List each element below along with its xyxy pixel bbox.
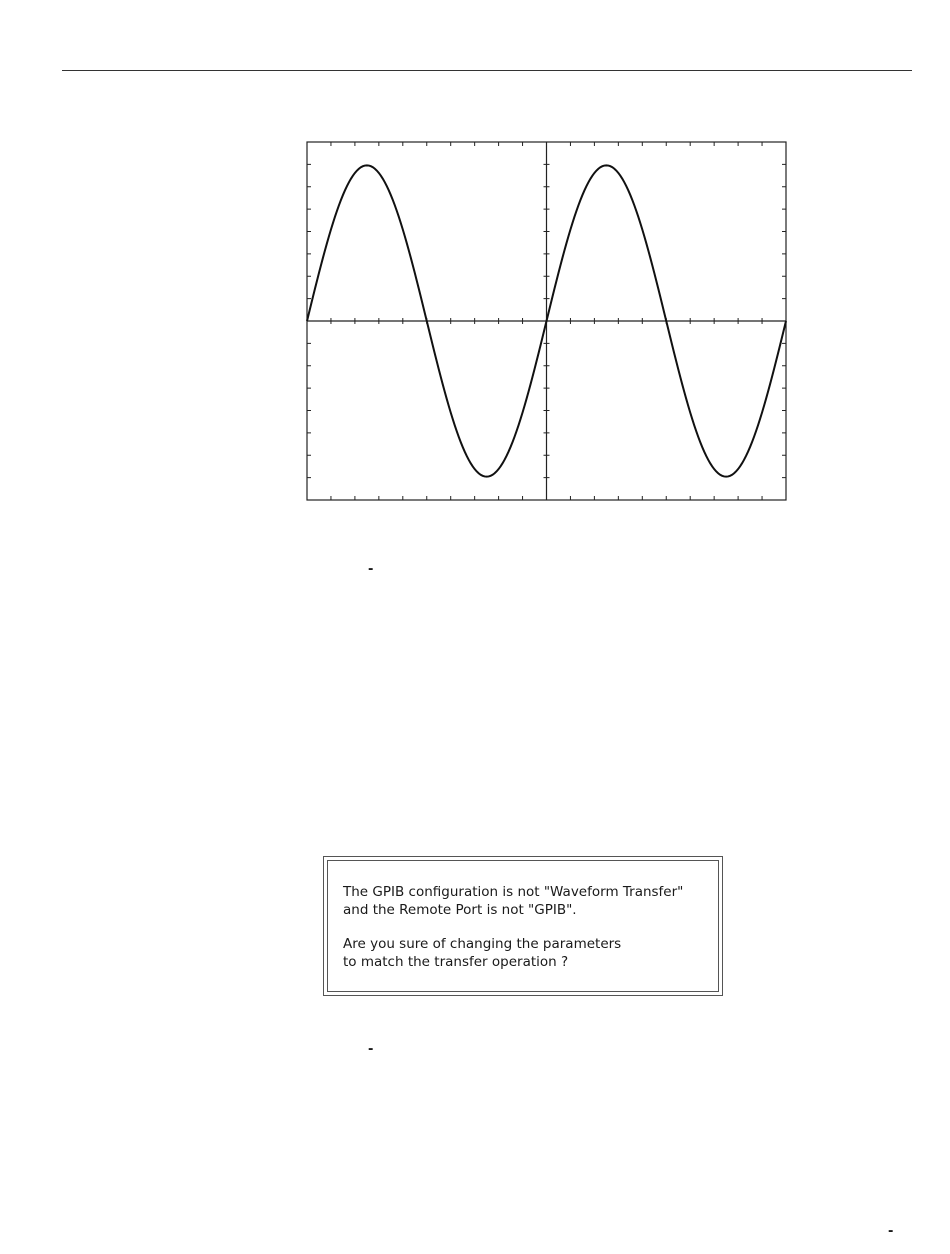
dialog-line-1: The GPIB configuration is not "Waveform Transfer"	[343, 884, 684, 900]
confirmation-dialog	[323, 856, 723, 996]
dash-marker: -	[888, 1224, 894, 1239]
dialog-inner-border	[327, 860, 719, 992]
sine-waveform-chart	[306, 141, 788, 503]
dash-marker: -	[368, 1042, 374, 1057]
dialog-line-2: and the Remote Port is not "GPIB".	[343, 902, 577, 918]
dialog-line-3: Are you sure of changing the parameters	[343, 936, 622, 952]
dash-marker: -	[368, 562, 374, 577]
header-rule	[62, 70, 912, 71]
dialog-line-4: to match the transfer operation ?	[343, 954, 569, 970]
